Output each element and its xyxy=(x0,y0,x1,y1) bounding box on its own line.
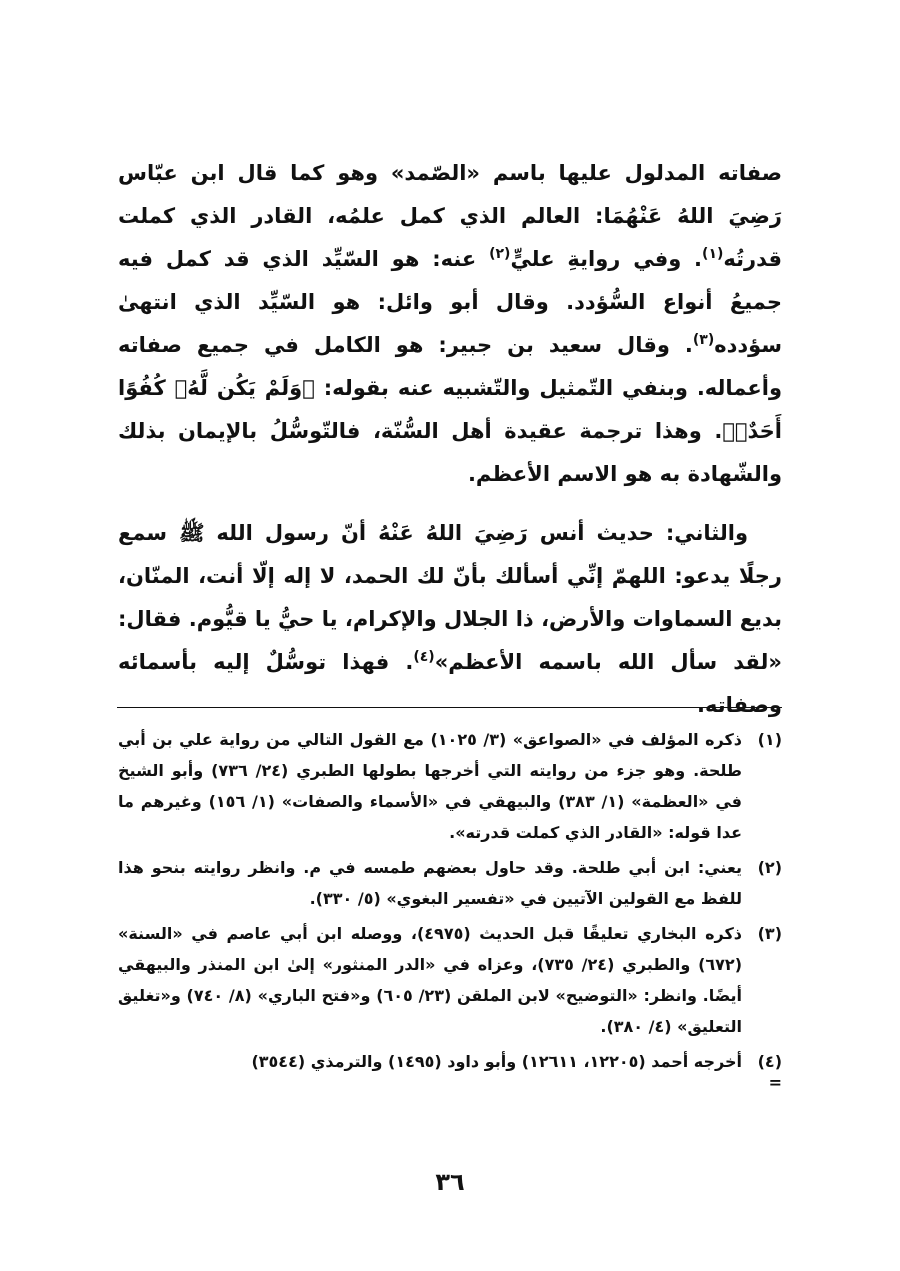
footnote-text: ذكره البخاري تعليقًا قبل الحديث (٤٩٧٥)، ووصله ابن أبي عاصم في «السنة» (٦٧٢) والطبري (٢٤/ ٧٣٥)، وعزاه في «الدر المنثور» إلىٰ ابن المنذر والبيهقي أيضًا. وانظر: «التوضيح» لابن الملقن (٢٣/ ٦٠٥) و«فتح الباري» (٨/ ٧٤٠) و«تغليق التعليق» (٤/ ٣٨٠). xyxy=(118,924,743,1036)
footnote-1 xyxy=(118,724,782,848)
paragraph-1 xyxy=(118,152,782,496)
footnote-text: أخرجه أحمد (١٢٢٠٥، ١٢٦١١) وأبو داود (١٤٩٥) والترمذي (٣٥٤٤) xyxy=(251,1052,742,1071)
footnote-text: يعني: ابن أبي طلحة. وقد حاول بعضهم طمسه في م. وانظر روايته بنحو هذا للفظ مع القولين الآتيين في «تفسير البغوي» (٥/ ٣٣٠). xyxy=(118,858,742,908)
page-number: ٣٦ xyxy=(435,1168,465,1196)
footnote-number: (١) xyxy=(757,730,782,749)
footnote-ref-3[interactable]: (٣) xyxy=(692,332,715,348)
footnote-3 xyxy=(118,918,782,1042)
main-text xyxy=(118,152,782,727)
footnote-2 xyxy=(118,852,782,914)
paragraph-2 xyxy=(118,512,782,727)
footnote-number: (٢) xyxy=(757,858,782,877)
footnotes xyxy=(118,724,782,1092)
paragraph-1-part-1: صفاته المدلول عليها باسم «الصّمد» وهو كما قال ابن عبّاس رَضِيَ اللهُ عَنْهُمَا: العالم الذي كمل علمُه، القادر الذي كملت قدرتُه xyxy=(118,161,782,271)
paragraph-2-part-1: والثاني: حديث أنس رَضِيَ اللهُ عَنْهُ أنّ رسول الله ﷺ سمع رجلًا يدعو: اللهمّ إنِّي أسألك بأنّ لك الحمد، لا إله إلّا أنت، المنّان، بديع السماوات والأرض، ذا الجلال والإكرام، يا حيُّ يا قيُّوم. فقال: xyxy=(118,521,782,631)
paragraph-2-part-2: . فهذا توسُّلٌ إليه بأسمائه وصفاته. xyxy=(118,650,782,717)
footnote-4 xyxy=(118,1046,782,1077)
footnote-ref-4[interactable]: (٤) xyxy=(413,649,435,665)
footnote-ref-2[interactable]: (٢) xyxy=(489,246,511,262)
footnote-text: ذكره المؤلف في «الصواعق» (٣/ ١٠٢٥) مع القول التالي من رواية علي بن أبي طلحة. وهو جزء من روايته التي أخرجها بطولها الطبري (٢٤/ ٧٣٦) وأبو الشيخ في «العظمة» (١/ ٣٨٣) والبيهقي في «الأسماء والصفات» (١/ ١٥٦) وغيرهم ما عدا قوله: «القادر الذي كملت قدرته». xyxy=(118,730,743,842)
footnote-number: (٣) xyxy=(757,924,782,943)
paragraph-1-part-4: . وقال سعيد بن جبير: هو الكامل في جميع صفاته وأعماله. وبنفي التّمثيل والتّشبيه عنه بقوله: ﴿وَلَمْ يَكُن لَّهُۥ كُفُوًا أَحَدٌۢ﴾. وهذا ترجمة عقيدة أهل السُّنّة، فالتّوسُّلُ بالإيمان بذلك والشّهادة به هو الاسم الأعظم. xyxy=(118,333,782,486)
footnote-number: (٤) xyxy=(757,1052,782,1071)
footnote-separator xyxy=(117,707,782,708)
footnote-ref-1[interactable]: (١) xyxy=(702,246,724,262)
hadith-quote: «لقد سأل الله باسمه الأعظم» xyxy=(434,650,782,674)
continuation-mark: = xyxy=(768,1073,782,1092)
paragraph-1-part-3: عنه: هو السّيِّد الذي قد كمل فيه جميعُ أنواع السُّؤدد. وقال أبو وائل: هو السّيِّد الذي انتهىٰ سؤدده xyxy=(118,247,782,357)
paragraph-1-part-2: . وفي روايةِ عليٍّ xyxy=(510,247,703,271)
